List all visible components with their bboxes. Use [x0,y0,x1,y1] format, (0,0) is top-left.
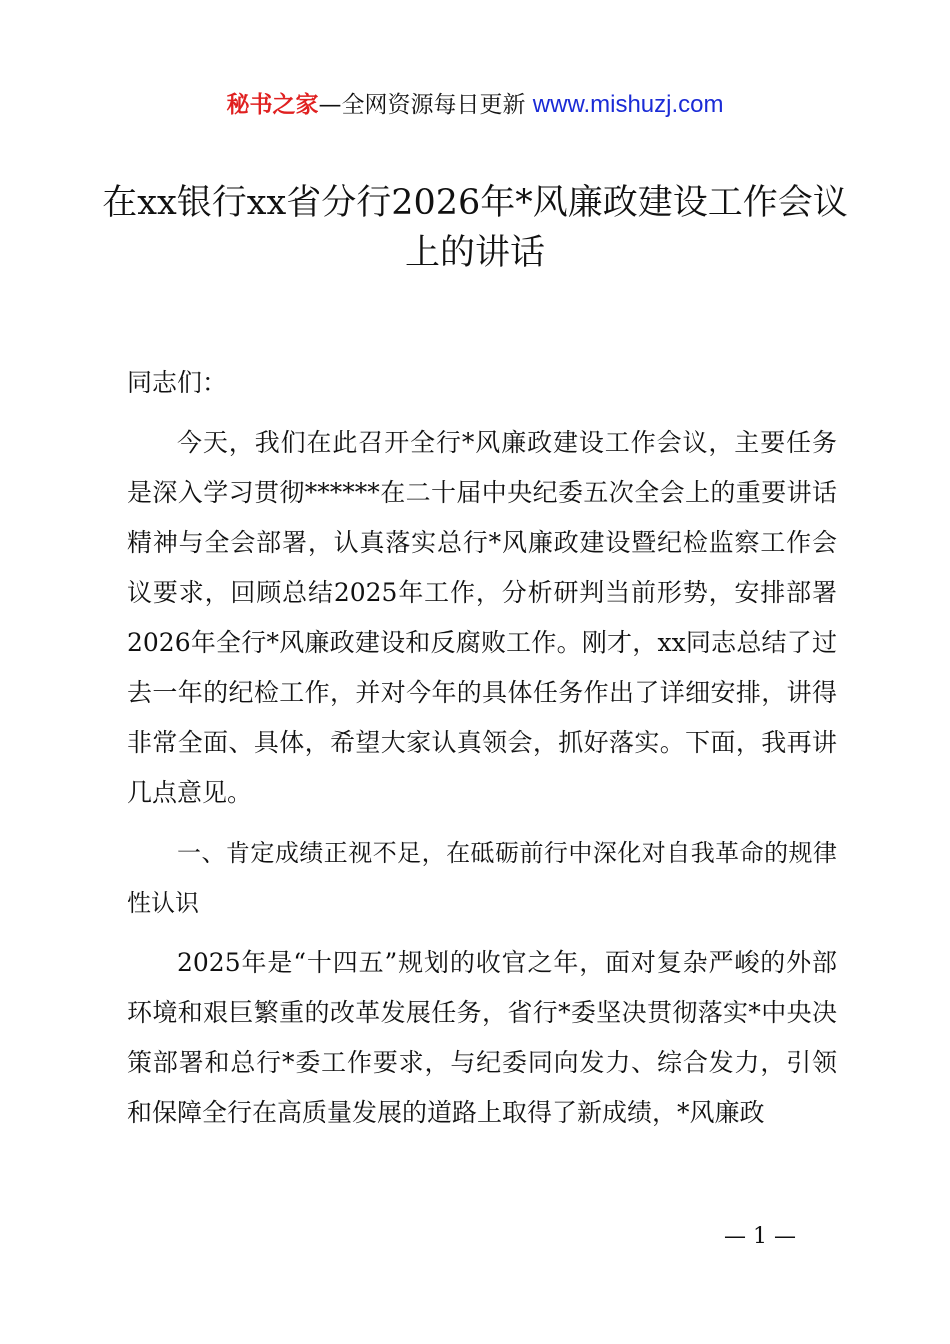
section-heading-1: 一、肯定成绩正视不足，在砥砺前行中深化对自我革命的规律性认识 [127,839,837,917]
site-slogan: —全网资源每日更新 [318,92,533,118]
document-title: 在xx银行xx省分行2026年*风廉政建设工作会议上的讲话 [102,183,848,273]
paragraph-2025-summary: 2025年是“十四五”规划的收官之年，面对复杂严峻的外部环境和艰巨繁重的改革发展任务，省行*委坚决贯彻落实*中央决策部署和总行*委工作要求，与纪委同向发力、综合发力，引领和保障全行在高质量发展的道路上取得了新成绩，*风廉政 [127,948,837,1127]
page-number: — 1 — [724,1224,796,1249]
document-body [127,358,837,1138]
site-header-banner [0,88,950,122]
site-url-link[interactable]: www.mishuzj.com [532,91,724,118]
site-brand: 秘书之家 [226,92,319,118]
salutation: 同志们： [127,368,228,397]
paragraph-intro: 今天，我们在此召开全行*风廉政建设工作会议，主要任务是深入学习贯彻******在二十届中央纪委五次全会上的重要讲话精神与全会部署，认真落实总行*风廉政建设暨纪检监察工作会议要求，回顾总结2025年工作，分析研判当前形势，安排部署2026年全行*风廉政建设和反腐败工作。刚才，xx同志总结了过去一年的纪检工作，并对今年的具体任务作出了详细安排，讲得非常全面、具体，希望大家认真领会，抓好落实。下面，我再讲几点意见。 [127,428,837,807]
